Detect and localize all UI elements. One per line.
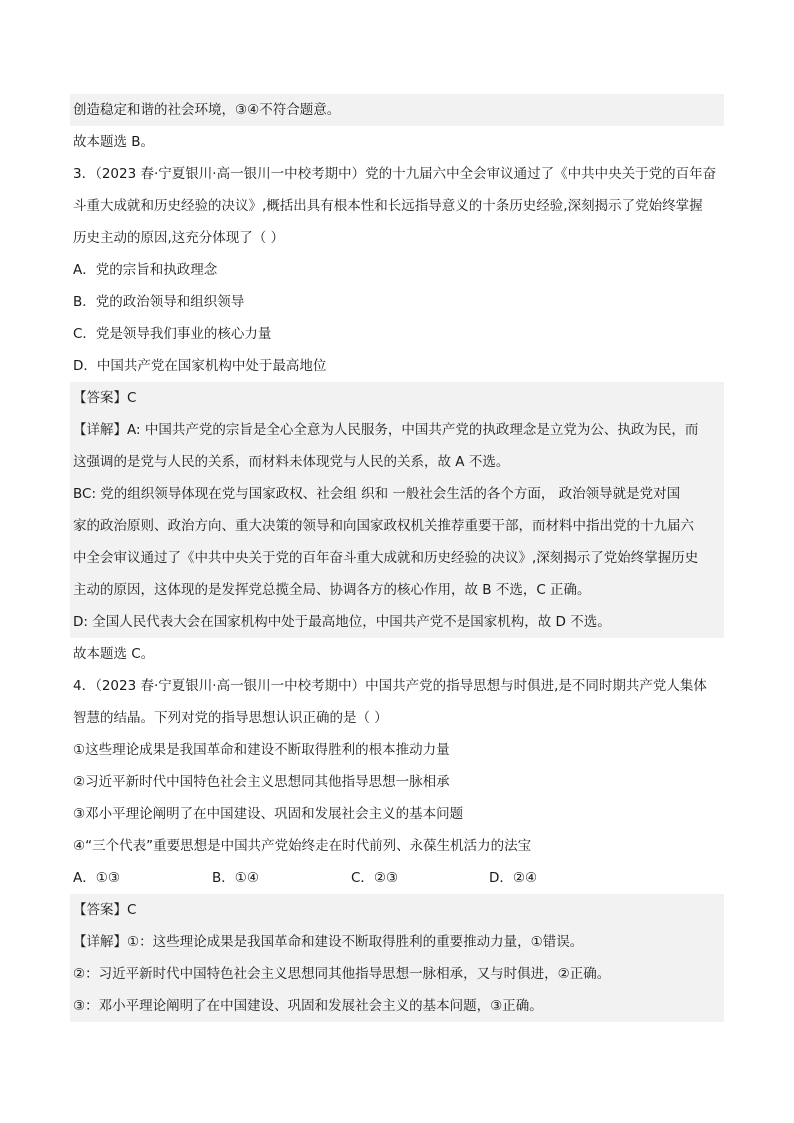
question-4-option-a: A．①③ <box>73 870 120 886</box>
question-3-explanation: D: 全国人民代表大会在国家机构中处于最高地位，中国共产党不是国家机构，故 D 不选。 <box>70 606 724 638</box>
conclusion-line: 故本题选 B。 <box>73 134 155 150</box>
question-4-option-b: B．①④ <box>212 870 259 886</box>
question-3-explanation: BC: 党的组织领导体现在党与国家政权、社会组 织和 一般社会生活的各个方面， 政治领导就是党对国 <box>70 478 724 510</box>
explanation-line: 创造稳定和谐的社会环境，③④不符合题意。 <box>70 94 724 126</box>
question-4-explanation: 【详解】①：这些理论成果是我国革命和建设不断取得胜利的重要推动力量，①错误。 <box>70 926 724 958</box>
question-4-statement-2: ②习近平新时代中国特色社会主义思想同其他指导思想一脉相承 <box>73 774 450 790</box>
question-4-explanation: ③：邓小平理论阐明了在中国建设、巩固和发展社会主义的基本问题，③正确。 <box>70 990 724 1022</box>
question-3-conclusion: 故本题选 C。 <box>73 646 155 662</box>
question-4-answer: 【答案】C <box>70 894 724 926</box>
question-3-option-a: A．党的宗旨和执政理念 <box>73 262 218 278</box>
question-4-option-d: D．②④ <box>489 870 538 886</box>
question-4-stem: 4．（2023 春·宁夏银川·高一银川一中校考期中）中国共产党的指导思想与时俱进,是不同时期共产党人集体 <box>73 678 707 694</box>
question-3-answer: 【答案】C <box>70 382 724 414</box>
question-3-explanation: 家的政治原则、政治方向、重大决策的领导和向国家政权机关推荐重要干部，而材料中指出党的十九届六 <box>70 510 724 542</box>
question-3-explanation: 主动的原因，这体现的是发挥党总揽全局、协调各方的核心作用，故 B 不选，C 正确。 <box>70 574 724 606</box>
document-page <box>70 94 724 1022</box>
question-4-statement-3: ③邓小平理论阐明了在中国建设、巩固和发展社会主义的基本问题 <box>73 806 464 822</box>
question-4-stem: 智慧的结晶。下列对党的指导思想认识正确的是（ ） <box>73 710 388 726</box>
question-4-statement-4: ④“三个代表”重要思想是中国共产党始终走在时代前列、永葆生机活力的法宝 <box>73 838 532 854</box>
question-3-stem: 斗重大成就和历史经验的决议》,概括出具有根本性和长远指导意义的十条历史经验,深刻揭示了党始终掌握 <box>73 198 703 214</box>
question-3-explanation: 中全会审议通过了《中共中央关于党的百年奋斗重大成就和历史经验的决议》,深刻揭示了党始终掌握历史 <box>70 542 724 574</box>
question-3-stem: 历史主动的原因,这充分体现了（ ） <box>73 230 285 246</box>
question-3-stem: 3．（2023 春·宁夏银川·高一银川一中校考期中）党的十九届六中全会审议通过了《中共中央关于党的百年奋 <box>73 166 717 182</box>
question-3-explanation: 【详解】A: 中国共产党的宗旨是全心全意为人民服务，中国共产党的执政理念是立党为公、执政为民，而 <box>70 414 724 446</box>
question-3-option-c: C．党是领导我们事业的核心力量 <box>73 326 272 342</box>
question-3-option-b: B．党的政治领导和组织领导 <box>73 294 245 310</box>
question-4-options <box>70 862 724 894</box>
question-4-option-c: C．②③ <box>351 870 399 886</box>
question-4-explanation: ②：习近平新时代中国特色社会主义思想同其他指导思想一脉相承，又与时俱进，②正确。 <box>70 958 724 990</box>
question-4-statement-1: ①这些理论成果是我国革命和建设不断取得胜利的根本推动力量 <box>73 742 450 758</box>
question-3-option-d: D．中国共产党在国家机构中处于最高地位 <box>73 358 327 374</box>
question-3-explanation: 这强调的是党与人民的关系，而材料未体现党与人民的关系，故 A 不选。 <box>70 446 724 478</box>
